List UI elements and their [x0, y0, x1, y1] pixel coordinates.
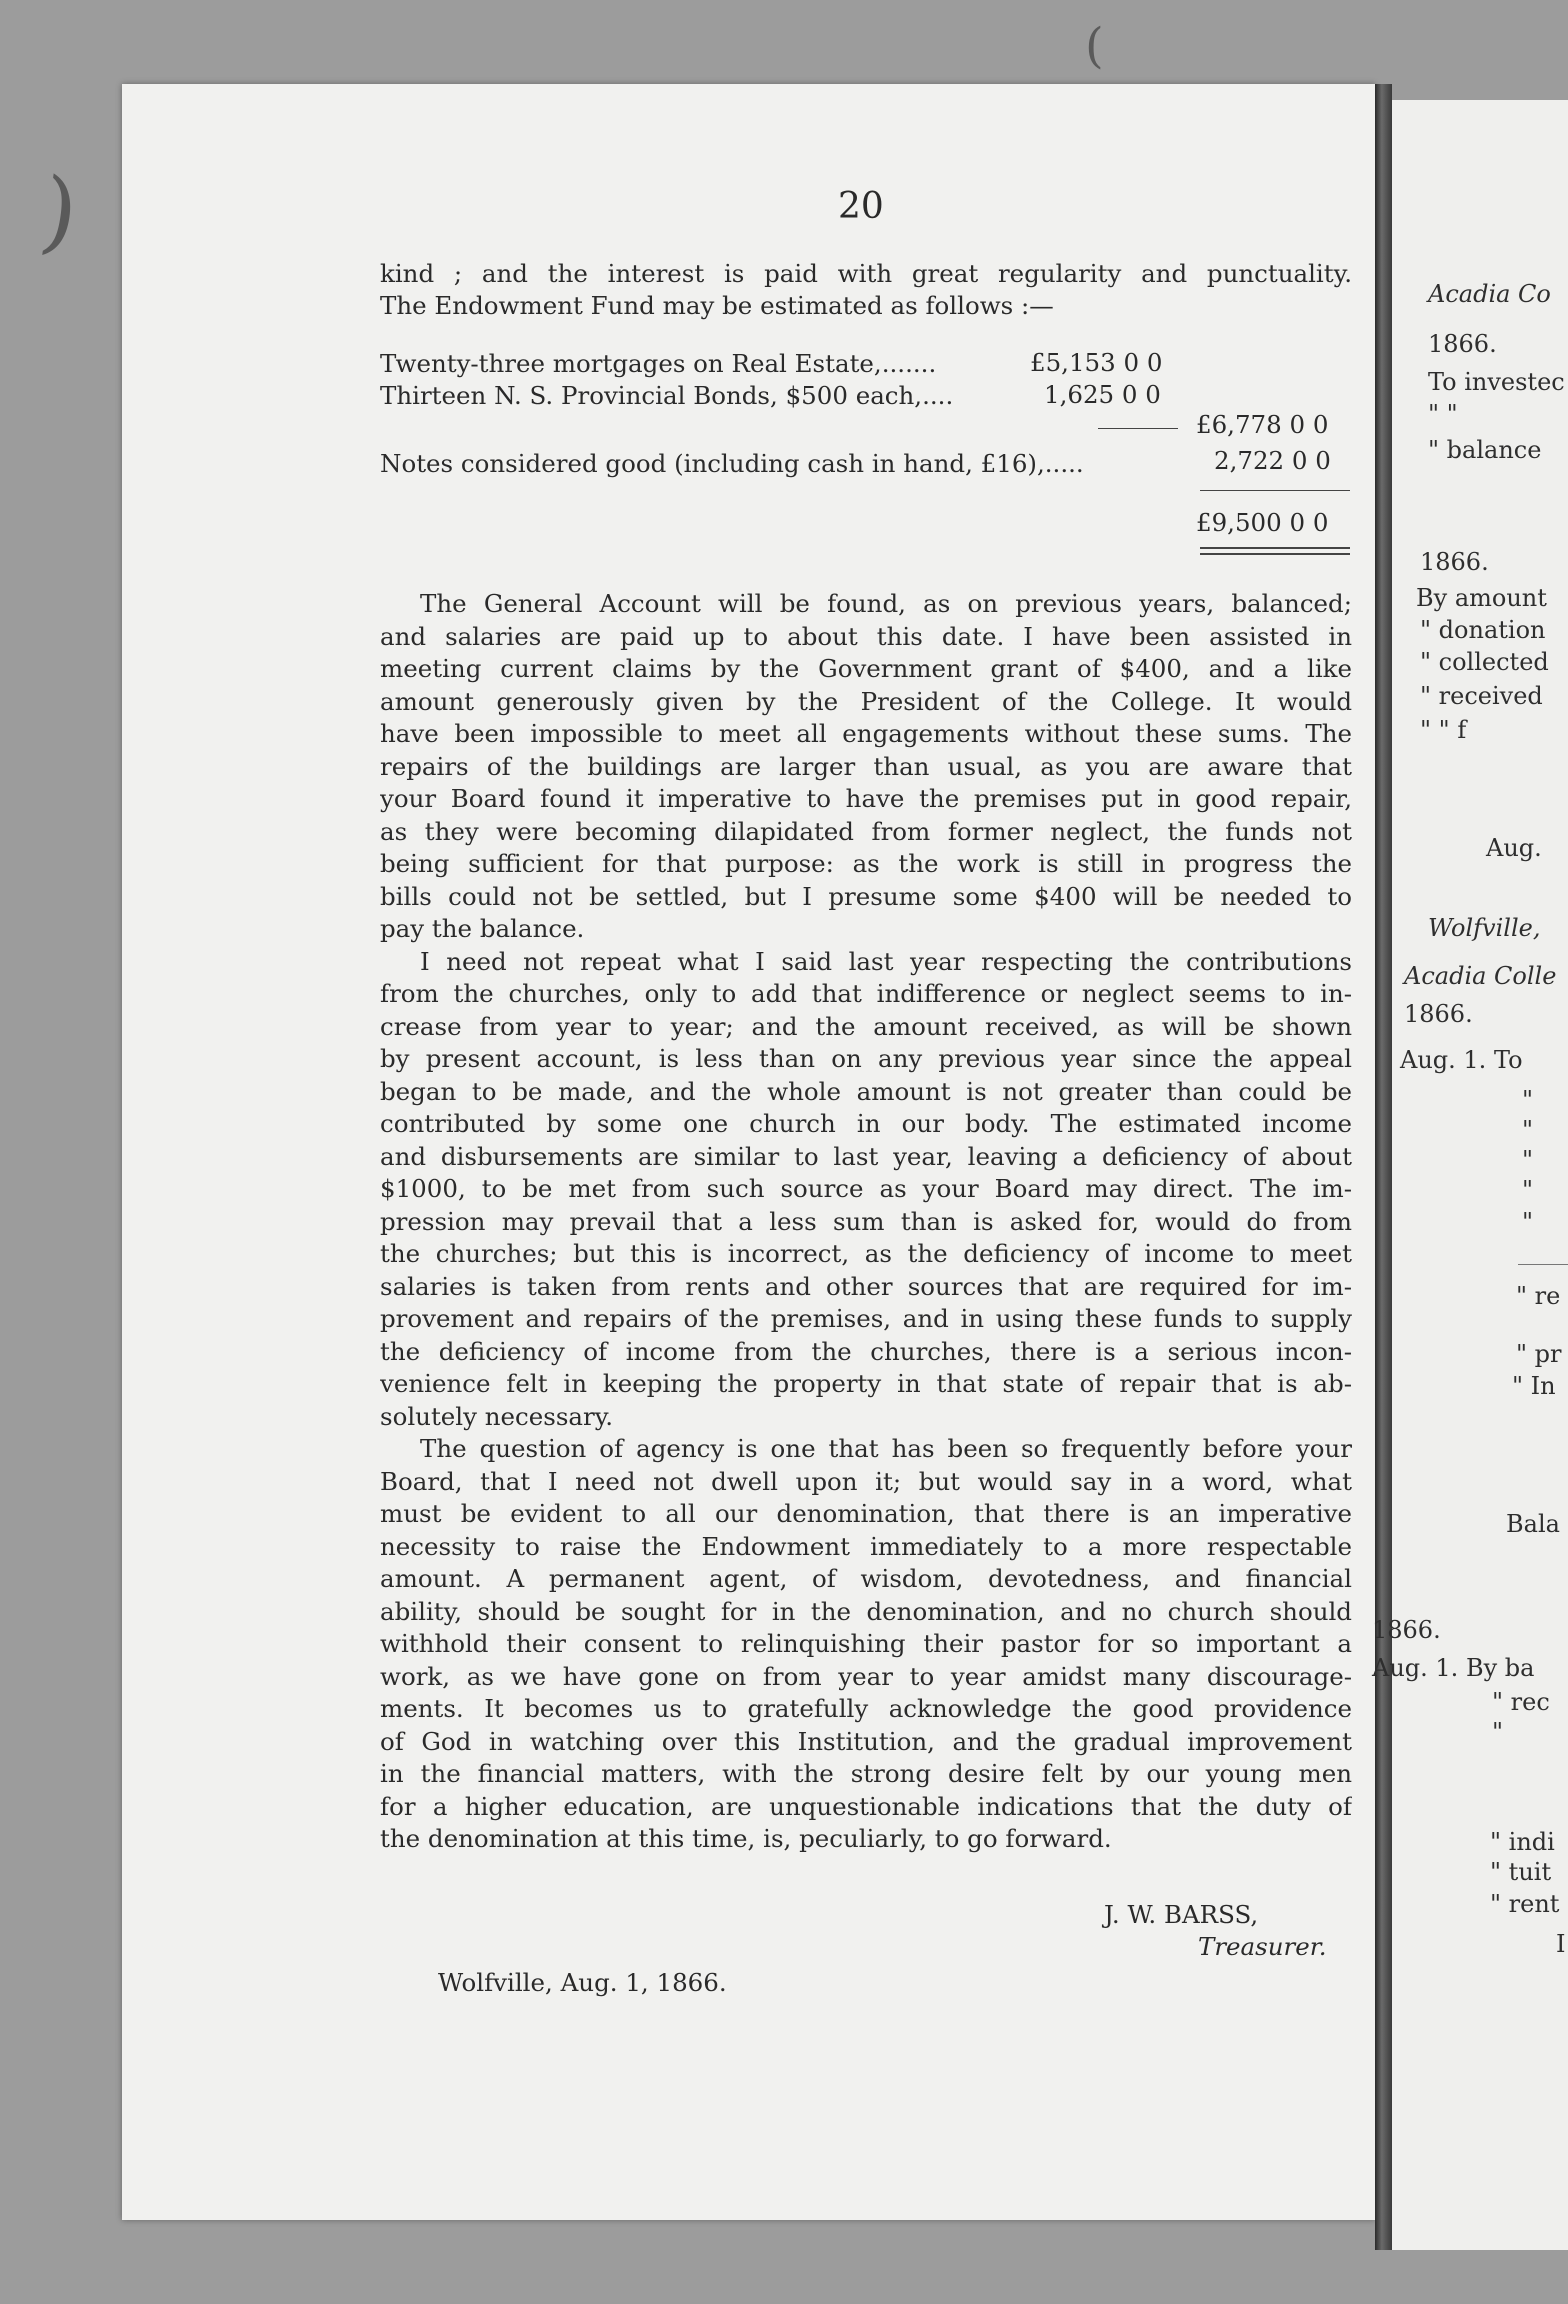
right-page	[1392, 100, 1568, 2250]
text-line: the denomination at this time, is, peculiarly, to go forward.	[380, 1824, 1112, 1853]
book-gutter	[1375, 84, 1392, 2250]
right-line: " indi	[1490, 1828, 1555, 1856]
text-line: amount generously given by the President of the College. It would	[380, 686, 1352, 716]
right-line: 1866.	[1420, 548, 1489, 576]
right-line: " re	[1516, 1282, 1561, 1310]
text-line: began to be made, and the whole amount is not greater than could be	[380, 1076, 1352, 1106]
right-line: 1866.	[1428, 330, 1497, 358]
text-line: of God in watching over this Institution, and the gradual improvement	[380, 1726, 1352, 1756]
text-line: must be evident to all our denomination, that there is an imperative	[380, 1499, 1352, 1528]
right-line: " tuit	[1490, 1858, 1552, 1886]
right-line: " balance	[1428, 436, 1542, 464]
right-line: " pr	[1516, 1340, 1562, 1368]
text-line: amount. A permanent agent, of wisdom, devotedness, and financial	[380, 1564, 1352, 1593]
text-line: from the churches, only to add that indifference or neglect seems to in-	[380, 979, 1352, 1008]
right-line: Aug.	[1486, 834, 1542, 862]
right-line: " collected	[1420, 648, 1549, 676]
right-line: " donation	[1420, 616, 1546, 644]
right-rule	[1518, 1264, 1568, 1265]
text-line: $1000, to be met from such source as your Board may direct. The im-	[380, 1174, 1352, 1203]
right-line: "	[1522, 1116, 1534, 1144]
right-line: " " f	[1420, 716, 1467, 744]
text-line: bills could not be settled, but I presume some $400 will be needed to	[380, 881, 1352, 911]
text-line: the churches; but this is incorrect, as the deficiency of income to meet	[380, 1239, 1352, 1268]
text-line: meeting current claims by the Government grant of $400, and a like	[380, 654, 1352, 683]
intro-line-2: The Endowment Fund may be estimated as follows :—	[380, 291, 1054, 320]
place-date: Wolfville, Aug. 1, 1866.	[438, 1968, 727, 1997]
right-line: Acadia Co	[1428, 280, 1551, 308]
text-line: repairs of the buildings are larger than usual, as you are aware that	[380, 751, 1352, 781]
right-line: " rec	[1492, 1688, 1550, 1716]
text-line: withhold their consent to relinquishing their pastor for so important a	[380, 1629, 1352, 1658]
right-line: 1866.	[1404, 1000, 1473, 1028]
text-line: solutely necessary.	[380, 1401, 614, 1431]
right-line: "	[1522, 1208, 1534, 1236]
text-line: contributed by some one church in our body. The estimated income	[380, 1109, 1352, 1138]
right-line: "	[1522, 1146, 1534, 1174]
text-line: for a higher education, are unquestionable indications that the duty of	[380, 1791, 1352, 1821]
text-line: provement and repairs of the premises, and in using these funds to supply	[380, 1304, 1352, 1333]
text-line: The General Account will be found, as on previous years, balanced;	[420, 589, 1352, 618]
text-line: have been impossible to meet all engagements without these sums. The	[380, 719, 1352, 748]
right-line: " "	[1428, 400, 1458, 428]
fund-mortgages-label: Twenty-three mortgages on Real Estate,.......	[380, 349, 937, 378]
total-rule-top	[1200, 490, 1350, 491]
right-line: "	[1522, 1176, 1534, 1204]
text-line: your Board found it imperative to have the premises put in good repair,	[380, 784, 1352, 813]
fund-total: £9,500 0 0	[1196, 508, 1329, 537]
text-line: work, as we have gone on from year to year amidst many discourage-	[380, 1661, 1352, 1691]
text-line: being sufficient for that purpose: as the work is still in progress the	[380, 849, 1352, 878]
right-line: Aug. 1. To	[1400, 1046, 1523, 1074]
right-line: Aug. 1. By ba	[1372, 1654, 1535, 1682]
fund-mortgages-amount: £5,153 0 0	[1030, 348, 1163, 377]
right-line: To investec	[1428, 368, 1565, 396]
right-line: Bala	[1506, 1510, 1560, 1538]
text-line: in the financial matters, with the strong desire felt by our young men	[380, 1759, 1352, 1788]
fund-bonds-amount: 1,625 0 0	[1044, 380, 1161, 409]
right-line: Wolfville,	[1428, 914, 1541, 942]
text-line: by present account, is less than on any previous year since the appeal	[380, 1044, 1352, 1073]
fund-notes-label: Notes considered good (including cash in hand, £16),.....	[380, 449, 1084, 478]
fund-subtotal: £6,778 0 0	[1196, 410, 1329, 439]
text-line: ability, should be sought for in the denomination, and no church should	[380, 1596, 1352, 1626]
right-line: 1866.	[1372, 1616, 1441, 1644]
text-line: venience felt in keeping the property in that state of repair that is ab-	[380, 1369, 1352, 1398]
right-line: " received	[1420, 682, 1543, 710]
fund-notes-amount: 2,722 0 0	[1214, 446, 1331, 475]
page-number: 20	[838, 186, 884, 227]
subtotal-rule	[1098, 428, 1178, 429]
signature-title: Treasurer.	[1198, 1932, 1327, 1961]
text-line: as they were becoming dilapidated from former neglect, the funds not	[380, 816, 1352, 846]
total-rule-double-1	[1200, 547, 1350, 549]
text-line: ments. It becomes us to gratefully acknowledge the good providence	[380, 1694, 1352, 1723]
text-line: necessity to raise the Endowment immediately to a more respectable	[380, 1531, 1352, 1561]
right-line: "	[1492, 1718, 1504, 1746]
margin-mark-top: (	[1085, 18, 1104, 74]
text-line: I need not repeat what I said last year respecting the contributions	[420, 946, 1352, 976]
text-line: The question of agency is one that has been so frequently before your	[420, 1434, 1352, 1463]
paragraph-general-account	[380, 588, 1352, 1856]
right-line: " In	[1512, 1372, 1556, 1400]
right-line: " rent	[1490, 1890, 1560, 1918]
text-line: pay the balance.	[380, 914, 585, 943]
text-line: crease from year to year; and the amount received, as will be shown	[380, 1011, 1352, 1041]
fund-bonds-label: Thirteen N. S. Provincial Bonds, $500 each,....	[380, 381, 954, 410]
signature-name: J. W. BARSS,	[1104, 1900, 1259, 1929]
text-line: and salaries are paid up to about this date. I have been assisted in	[380, 621, 1352, 651]
total-rule-double-2	[1200, 553, 1350, 555]
right-line: By amount	[1416, 584, 1547, 612]
text-line: pression may prevail that a less sum than is asked for, would do from	[380, 1206, 1352, 1236]
right-line: "	[1522, 1086, 1534, 1114]
right-line: I	[1556, 1930, 1566, 1958]
intro-line-1: kind ; and the interest is paid with great regularity and punctuality.	[380, 259, 1352, 288]
margin-mark-left: )	[34, 158, 85, 267]
text-line: and disbursements are similar to last year, leaving a deficiency of about	[380, 1141, 1352, 1171]
text-line: the deficiency of income from the churches, there is a serious incon-	[380, 1336, 1352, 1366]
text-line: salaries is taken from rents and other sources that are required for im-	[380, 1271, 1352, 1301]
text-line: Board, that I need not dwell upon it; but would say in a word, what	[380, 1466, 1352, 1496]
right-line: Acadia Colle	[1404, 962, 1557, 990]
